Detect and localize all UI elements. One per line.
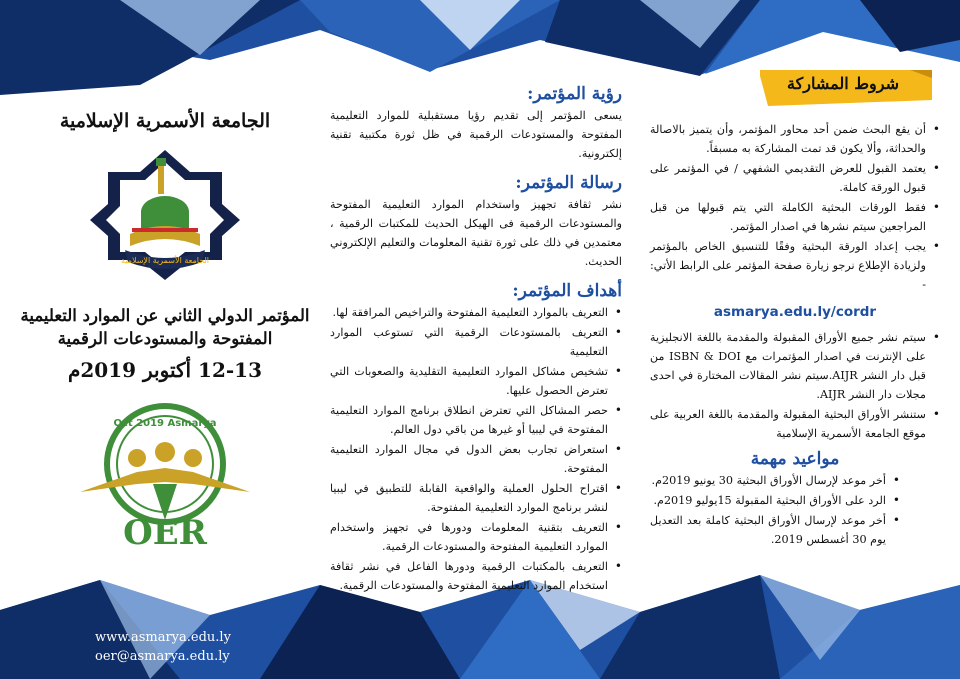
seal-caption: الجامعة الأسمرية الإسلامية (120, 256, 210, 265)
email-link[interactable]: oer@asmarya.edu.ly (95, 649, 230, 664)
publishing-list (650, 328, 940, 443)
conference-title (20, 304, 310, 350)
vision-heading: رؤية المؤتمر: (527, 84, 622, 104)
conference-link[interactable]: asmarya.edu.ly/cordr (713, 304, 877, 320)
website-link[interactable]: www.asmarya.edu.ly (95, 630, 231, 645)
list-item: • التعريف بالمكتبات الرقمية ودورها الفاعل في نشر ثقافة استخدام الموارد التعليمية المفتوحة والمستودعات الرقمية. (330, 559, 622, 592)
conditions-heading: شروط المشاركة (787, 74, 899, 93)
list-item: • حصر المشاكل التي تعترض انطلاق برنامج الموارد التعليمية المفتوحة في ليبيا أو غيرها من باقي دول العالم. (330, 403, 622, 436)
list-item: • تشخيص مشاكل الموارد التعليمية التقليدية والصعوبات التي تعترض الحصول عليها. (330, 364, 622, 397)
goals-list (330, 303, 622, 595)
conference-title-line1: المؤتمر الدولي الثاني عن الموارد التعليمية (20, 306, 310, 325)
list-item: • ستنشر الأوراق البحثية المقبولة والمقدمة باللغة العربية على موقع الجامعة الأسمرية الإسلامية (650, 407, 940, 440)
dates-heading: مواعيد مهمة (750, 449, 840, 469)
conditions-list (650, 120, 940, 294)
list-item: • أن يقع البحث ضمن أحد محاور المؤتمر، وأن يتميز بالاصالة والحداثة، وألا يكون قد تمت المشاركة به مسبقاً. (650, 122, 940, 155)
goals-heading: أهداف المؤتمر: (512, 281, 622, 301)
message-heading: رسالة المؤتمر: (515, 173, 622, 193)
contact-block (95, 628, 231, 666)
list-item: • الرد على الأوراق البحثية المقبولة 15يوليو 2019م. (653, 493, 900, 507)
oer-wordmark: OER (123, 513, 207, 553)
list-item: • التعريف بتقنية المعلومات ودورها في تجهيز واستخدام الموارد التعليمية المفتوحة والمستودعات الرقمية. (330, 520, 622, 553)
left-panel (20, 110, 310, 554)
list-item: • سيتم نشر جميع الأوراق المقبولة والمقدمة باللغة الانجليزية على الإنترنت في اصدار المؤتمرات مع ISBN & DOI من قبل دار النشر AIJR.سيتم نشر المقالات المختارة في احدى مجلات دار النشر AIJR. (650, 330, 940, 401)
right-panel (650, 120, 940, 550)
middle-panel (330, 84, 622, 596)
conditions-ribbon (760, 70, 932, 106)
university-seal-logo (90, 142, 240, 282)
list-item: • التعريف بالموارد التعليمية المفتوحة والتراخيص المرافقة لها. (332, 305, 622, 319)
message-text: نشر ثقافة تجهيز واستخدام الموارد التعليمية المفتوحة والمستودعات الرقمية فى الهيكل الحديث للمكتبات الرقمية ، معتمدين في ذلك على ثورة تقنية المعلومات والتعليم الإلكتروني الحديث. (330, 198, 622, 268)
list-item: • التعريف بالمستودعات الرقمية التي تستوعب الموارد التعليمية (330, 325, 622, 358)
list-item: • يجب إعداد الورقة البحثية وفقًا للتنسيق الخاص بالمؤتمر ولزيادة الإطلاع نرجو زيارة صفحة المؤتمر على الرابط الأتي: - (650, 239, 940, 291)
list-item: • اقتراح الحلول العملية والواقعية القابلة للتطبيق في ليبيا لنشر برنامج الموارد التعليمية المفتوحة. (330, 481, 622, 514)
list-item: • فقط الورقات البحثية الكاملة التي يتم قبولها من قبل المراجعين سيتم نشرها في اصدار المؤتمر. (650, 200, 940, 233)
conference-title-line2: المفتوحة والمستودعات الرقمية (57, 329, 273, 348)
university-name: الجامعة الأسمرية الإسلامية (59, 110, 271, 132)
oer-logo (75, 394, 255, 554)
vision-text: يسعى المؤتمر إلى تقديم رؤيا مستقبلية للموارد التعليمية المفتوحة والمستودعات الرقمية في ظل ثورة مكتبية تقنية إلكترونية. (330, 109, 622, 160)
list-item: • أخر موعد لإرسال الأوراق البحثية كاملة بعد التعديل يوم 30 أغسطس 2019. (650, 513, 900, 546)
list-item: • يعتمد القبول للعرض التقديمي الشفهي / في المؤتمر على قبول الورقة كاملة. (650, 161, 940, 194)
list-item: • استعراض تجارب بعض الدول في مجال الموارد التعليمية المفتوحة. (330, 442, 622, 475)
list-item: • أخر موعد لإرسال الأوراق البحثية 30 يونيو 2019م. (651, 473, 900, 487)
dates-list (650, 471, 940, 549)
oer-ring-text: Oct 2019 Asmarya (113, 418, 217, 429)
conference-dates: 12-13 أكتوبر 2019م (67, 358, 262, 382)
